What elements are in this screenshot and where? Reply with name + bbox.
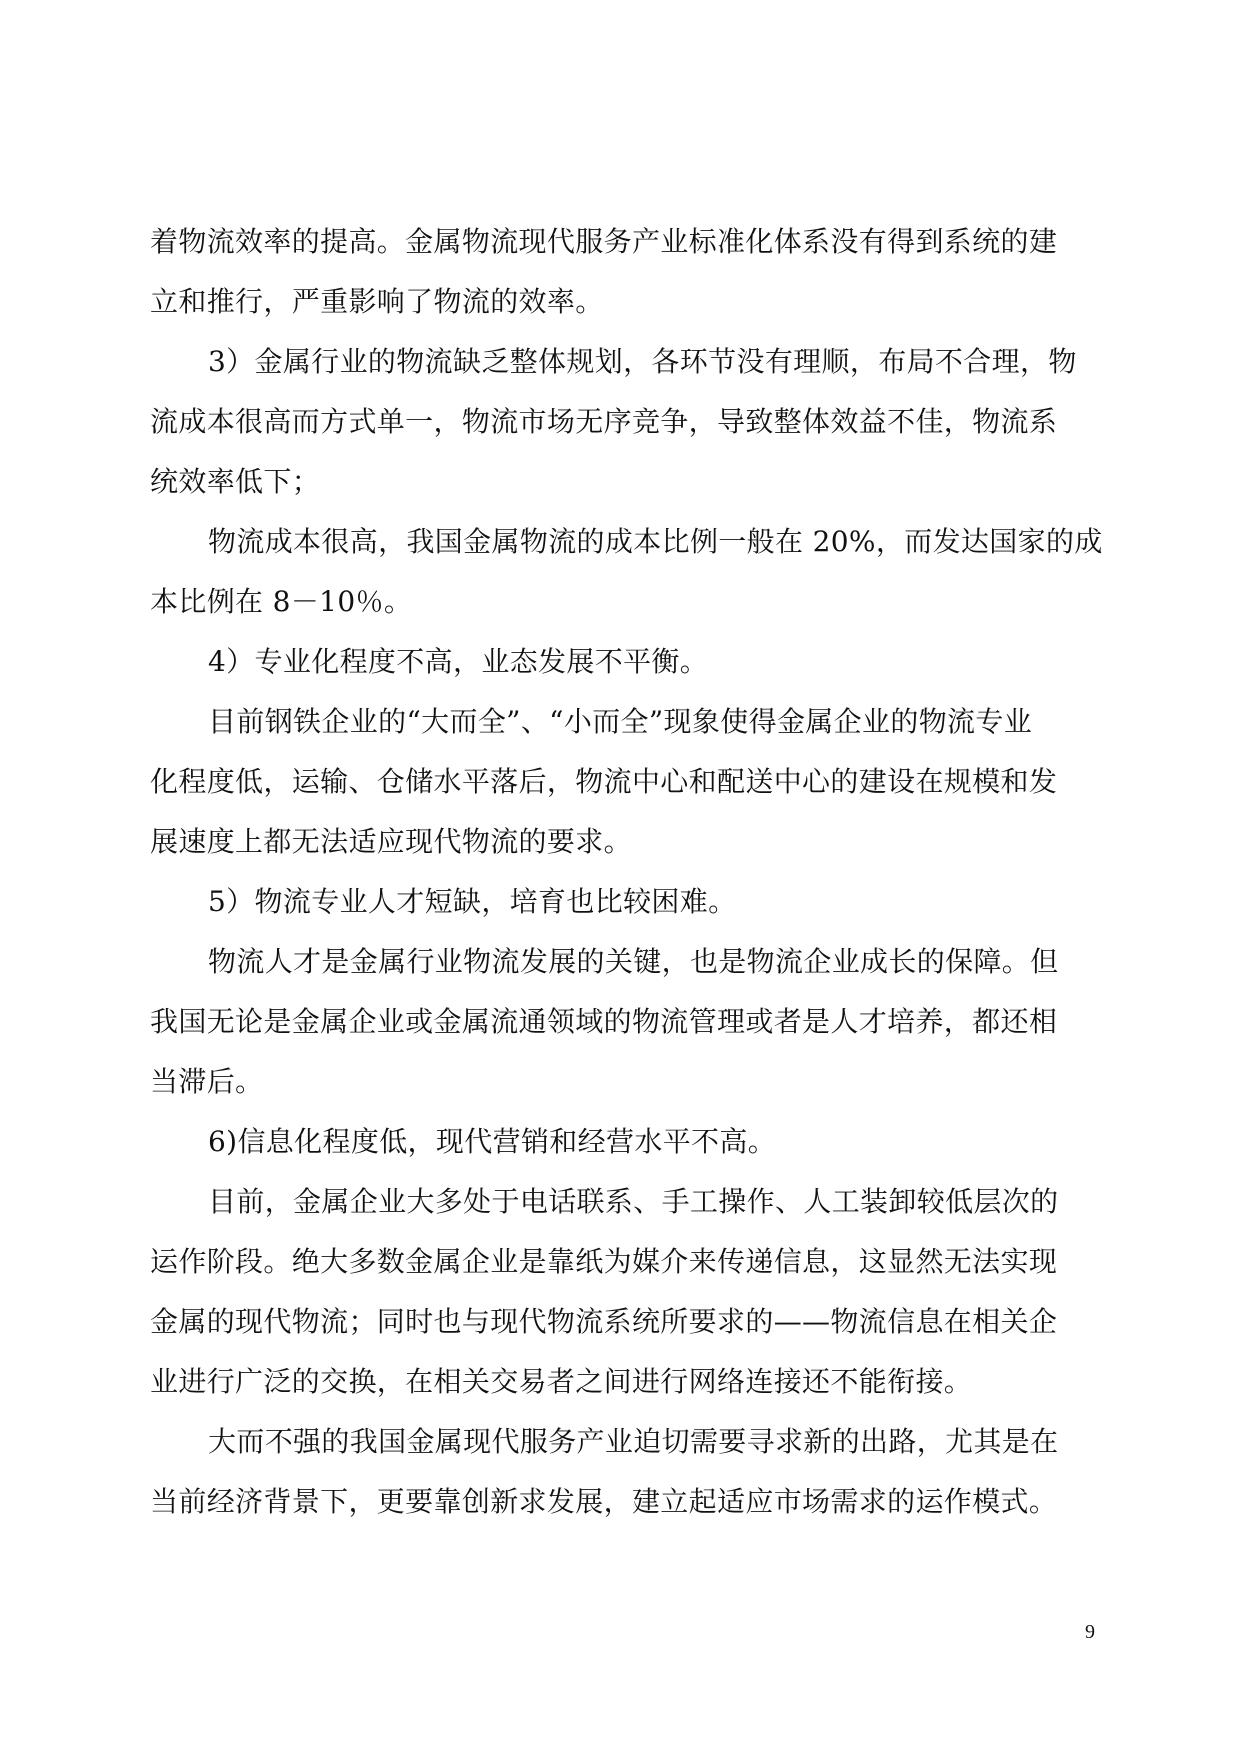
text-line: 统效率低下； xyxy=(150,465,321,498)
text-line: 本比例在 8－10％。 xyxy=(150,585,413,618)
text-line: 化程度低，运输、仓储水平落后，物流中心和配送中心的建设在规模和发 xyxy=(150,765,1058,798)
text-line: 当前经济背景下，更要靠创新求发展，建立起适应市场需求的运作模式。 xyxy=(150,1485,1058,1518)
text-line: 运作阶段。绝大多数金属企业是靠纸为媒介来传递信息，这显然无法实现 xyxy=(150,1245,1058,1278)
text-line: 展速度上都无法适应现代物流的要求。 xyxy=(150,825,632,858)
document-body xyxy=(150,212,1103,1532)
text-line: 立和推行，严重影响了物流的效率。 xyxy=(150,285,604,318)
list-item-heading: 3）金属行业的物流缺乏整体规划，各环节没有理顺，布局不合理，物 xyxy=(208,345,1077,378)
paragraph-start: 大而不强的我国金属现代服务产业迫切需要寻求新的出路，尤其是在 xyxy=(208,1425,1059,1458)
text-line: 我国无论是金属企业或金属流通领域的物流管理或者是人才培养，都还相 xyxy=(150,1005,1058,1038)
page-number: 9 xyxy=(1085,1621,1095,1643)
text-line: 金属的现代物流；同时也与现代物流系统所要求的——物流信息在相关企 xyxy=(150,1305,1058,1338)
list-item-heading: 5）物流专业人才短缺，培育也比较困难。 xyxy=(208,885,737,918)
paragraph-start: 目前钢铁企业的“大而全”、“小而全”现象使得金属企业的物流专业 xyxy=(208,705,1033,738)
list-item-heading: 4）专业化程度不高，业态发展不平衡。 xyxy=(208,645,709,678)
list-item-heading: 6)信息化程度低，现代营销和经营水平不高。 xyxy=(208,1125,777,1158)
text-line: 当滞后。 xyxy=(150,1065,264,1098)
paragraph-start: 目前，金属企业大多处于电话联系、手工操作、人工装卸较低层次的 xyxy=(208,1185,1059,1218)
paragraph-start: 物流成本很高，我国金属物流的成本比例一般在 20%，而发达国家的成 xyxy=(208,525,1103,558)
text-line: 业进行广泛的交换，在相关交易者之间进行网络连接还不能衔接。 xyxy=(150,1365,973,1398)
text-line: 着物流效率的提高。金属物流现代服务产业标准化体系没有得到系统的建 xyxy=(150,225,1058,258)
paragraph-start: 物流人才是金属行业物流发展的关键，也是物流企业成长的保障。但 xyxy=(208,945,1059,978)
text-line: 流成本很高而方式单一，物流市场无序竞争，导致整体效益不佳，物流系 xyxy=(150,405,1058,438)
